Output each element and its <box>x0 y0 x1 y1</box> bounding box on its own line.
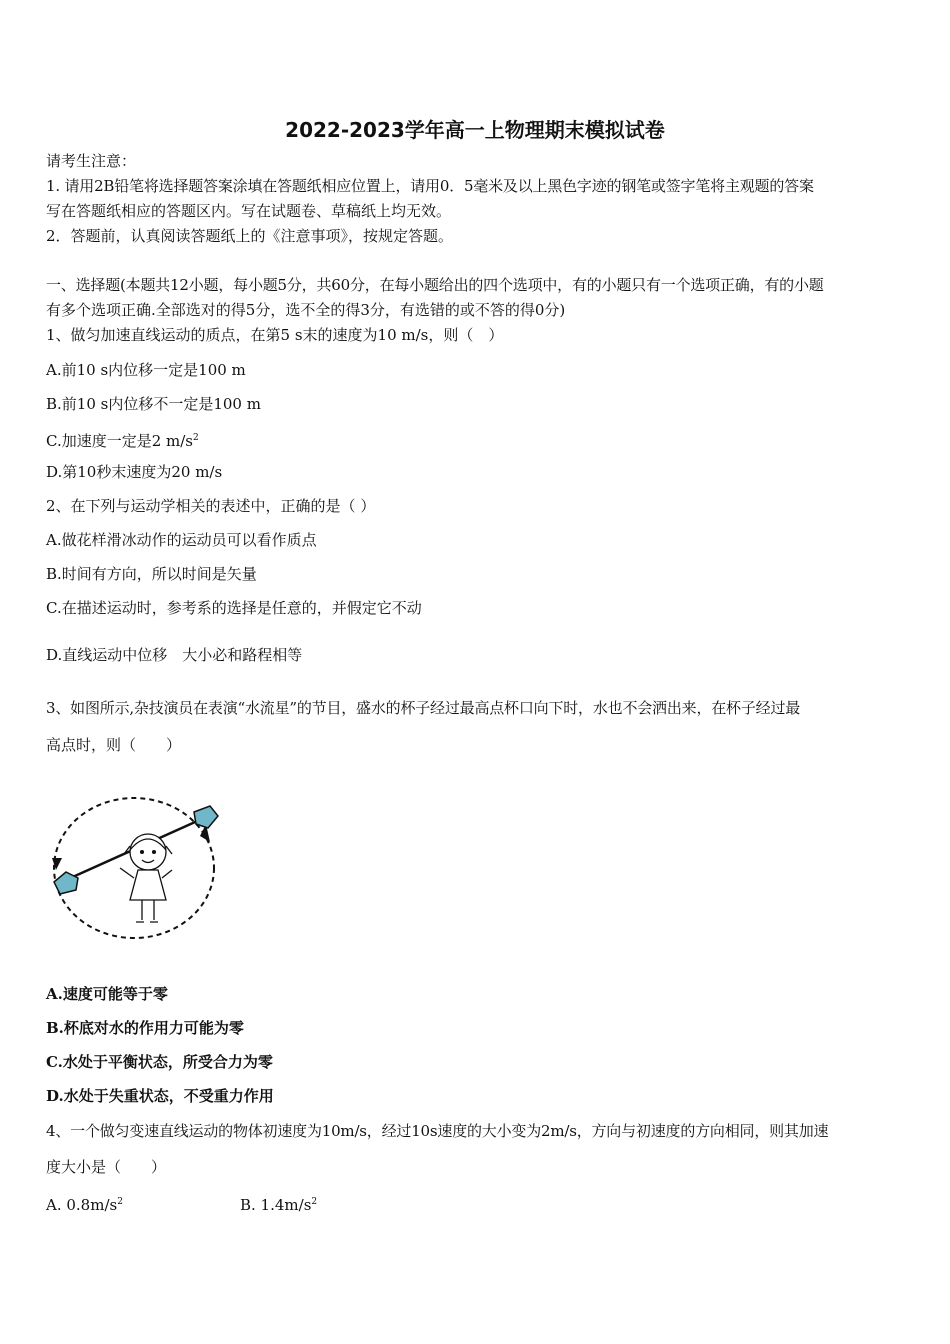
option-c-exponent: 2 <box>193 433 199 443</box>
question-2-stem: 2、在下列与运动学相关的表述中，正确的是（ ） <box>46 497 376 515</box>
question-4-option-a <box>46 1192 123 1215</box>
question-2-option-c: C.在描述运动时，参考系的选择是任意的，并假定它不动 <box>46 599 422 617</box>
exam-title: 2022-2023学年高一上物理期末模拟试卷 <box>285 118 665 142</box>
water-meteor-figure <box>46 790 226 950</box>
notice-heading: 请考生注意： <box>46 152 137 170</box>
question-3-option-d: D.水处于失重状态，不受重力作用 <box>46 1087 274 1105</box>
circular-path <box>54 798 214 938</box>
question-3-option-a: A.速度可能等于零 <box>46 985 168 1003</box>
question-2-option-d: D.直线运动中位移 大小必和路程相等 <box>46 646 303 664</box>
option-a-text: A. 0.8m/s <box>46 1196 118 1214</box>
question-1-option-b: B.前10 s内位移不一定是100 m <box>46 395 261 413</box>
question-4-stem-1: 4、一个做匀变速直线运动的物体初速度为10m/s，经过10s速度的大小变为2m/s，方向与初速度的方向相同，则其加速 <box>46 1122 829 1140</box>
question-4-option-b <box>240 1192 317 1215</box>
question-2-option-b: B.时间有方向，所以时间是矢量 <box>46 565 257 583</box>
question-2-option-a: A.做花样滑冰动作的运动员可以看作质点 <box>46 531 317 549</box>
question-1-option-c <box>46 428 199 451</box>
question-4-stem-2: 度大小是（ ） <box>46 1158 167 1176</box>
option-c-text: C.加速度一定是2 m/s <box>46 432 193 450</box>
question-3-option-c: C.水处于平衡状态，所受合力为零 <box>46 1053 273 1071</box>
cup-top-icon <box>194 806 218 828</box>
option-a-exponent: 2 <box>117 1197 123 1207</box>
notice-line-1: 1. 请用2B铅笔将选择题答案涂填在答题纸相应位置上，请用0．5毫米及以上黑色字迹的钢笔或签字笔将主观题的答案 <box>46 177 814 195</box>
option-b-text: B. 1.4m/s <box>240 1196 312 1214</box>
notice-line-2: 写在答题纸相应的答题区内。写在试题卷、草稿纸上均无效。 <box>46 202 452 220</box>
section-instructions-1: 一、选择题(本题共12小题，每小题5分，共60分，在每小题给出的四个选项中，有的小题只有一个选项正确，有的小题 <box>46 276 824 294</box>
question-3-stem-1: 3、如图所示,杂技演员在表演“水流星”的节目，盛水的杯子经过最高点杯口向下时，水也不会洒出来，在杯子经过最 <box>46 699 801 717</box>
question-3-stem-2: 高点时，则（ ） <box>46 736 182 754</box>
option-b-exponent: 2 <box>311 1197 318 1207</box>
notice-line-3: 2．答题前，认真阅读答题纸上的《注意事项》，按规定答题。 <box>46 227 454 245</box>
section-instructions-2: 有多个选项正确.全部选对的得5分，选不全的得3分，有选错的或不答的得0分) <box>46 301 566 319</box>
question-1-stem: 1、做匀加速直线运动的质点，在第5 s末的速度为10 m/s，则（ ） <box>46 326 504 344</box>
question-1-option-a: A.前10 s内位移一定是100 m <box>46 361 246 379</box>
question-1-option-d: D.第10秒末速度为20 m/s <box>46 463 223 481</box>
question-3-option-b: B.杯底对水的作用力可能为零 <box>46 1019 244 1037</box>
performer-girl-icon <box>120 834 172 922</box>
